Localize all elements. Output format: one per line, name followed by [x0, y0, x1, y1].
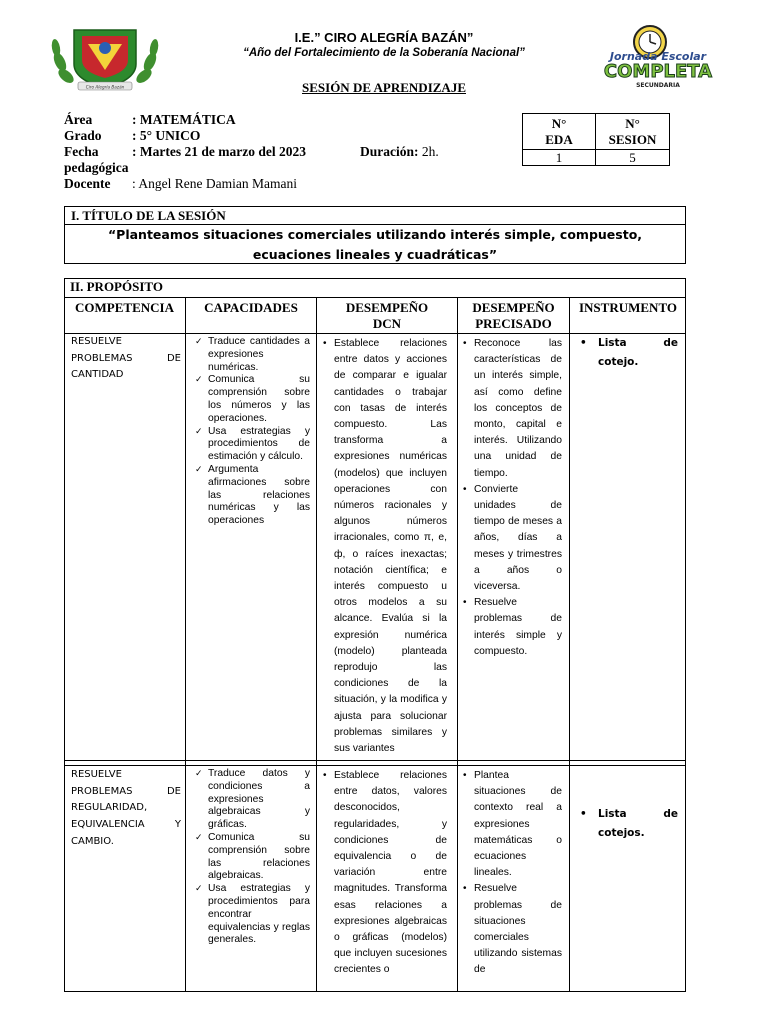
- year-motto: “Año del Fortalecimiento de la Soberanía Nacional”: [243, 47, 525, 59]
- precisado-item: • Resuelve problemas de situaciones comerciales utilizando sistemas de: [462, 881, 562, 978]
- session-title-box: [64, 206, 686, 264]
- eda-header: N° EDA: [523, 114, 596, 150]
- col-divider: [457, 298, 458, 992]
- instrumento-cell: • Lista de cotejos.: [578, 805, 678, 843]
- competencia-cell: RESUELVE PROBLEMAS DE REGULARIDAD, EQUIVALENCIA Y CAMBIO.: [71, 769, 181, 847]
- eda-value: 1: [523, 150, 596, 166]
- logo-completa-text: COMPLETA: [603, 61, 713, 82]
- col-header-instrumento: INSTRUMENTO: [578, 300, 677, 315]
- session-title-text: “Planteamos situaciones comerciales utilizando interés simple, compuesto, ecuaciones lineales y cuadráticas”: [107, 227, 643, 262]
- info-duracion-cont: pedagógica: [64, 160, 129, 175]
- capacidades-cell: [195, 768, 310, 947]
- section-1-heading: I. TÍTULO DE LA SESIÓN: [65, 207, 685, 225]
- info-grado: Grado : 5° UNICO: [64, 128, 201, 143]
- desempeno-precisado-cell: [462, 768, 562, 979]
- logo-caption: Ciro Alegría Bazán: [85, 84, 125, 90]
- capacidad-item: ✓ Comunica su comprensión sobre los números y las operaciones.: [195, 374, 310, 425]
- capacidad-item: ✓ Comunica su comprensión sobre las relaciones algebraicas.: [195, 832, 310, 883]
- col-divider: [569, 298, 570, 992]
- competencia-cell: RESUELVE PROBLEMAS DE CANTIDAD: [71, 336, 181, 381]
- capacidad-item: ✓ Argumenta afirmaciones sobre las relaciones numéricas y las operaciones: [195, 464, 310, 528]
- capacidades-cell: [195, 336, 310, 528]
- school-name: I.E.” CIRO ALEGRÍA BAZÁN”: [294, 30, 474, 45]
- capacidad-item: ✓ Traduce datos y condiciones a expresiones algebraicas y gráficas.: [195, 768, 310, 832]
- capacidad-item: ✓ Usa estrategias y procedimientos para encontrar equivalencias y reglas generales.: [195, 883, 310, 947]
- instrumento-cell: • Lista de cotejo.: [578, 334, 678, 372]
- col-header-desempeno-precisado: DESEMPEÑO PRECISADO: [472, 300, 555, 331]
- section-2-heading: II. PROPÓSITO: [64, 278, 686, 298]
- row-divider: [64, 760, 686, 761]
- row-divider: [64, 765, 686, 766]
- info-area: Área : MATEMÁTICA: [64, 112, 236, 127]
- logo-secundaria-text: SECUNDARIA: [636, 82, 680, 89]
- info-duracion: Duración: 2h.: [360, 144, 439, 159]
- desempeno-item: • Establece relaciones entre datos, valores desconocidos, regularidades, y condiciones de equivalencia o de variación entre magnitudes. Transforma esas relaciones a expresiones algebraicas o gráficas (modelos) que incluyen sucesiones crecientes o: [322, 768, 447, 979]
- info-docente: Docente : Angel Rene Damian Mamani: [64, 176, 297, 191]
- session-title: SESIÓN DE APRENDIZAJE: [302, 80, 466, 95]
- col-header-desempeno-dcn: DESEMPEÑO DCN: [345, 300, 429, 331]
- precisado-item: • Reconoce las características de un interés simple, así como define los conceptos de monto, capital e interés. Utilizando una unidad de tiempo.: [462, 336, 562, 482]
- precisado-item: • Plantea situaciones de contexto real a expresiones matemáticas o ecuaciones lineales.: [462, 768, 562, 881]
- desempeno-dcn-cell: [322, 336, 447, 757]
- eda-session-table: [522, 113, 670, 166]
- precisado-item: • Resuelve problemas de interés simple y compuesto.: [462, 595, 562, 660]
- col-divider: [316, 298, 317, 992]
- capacidad-item: ✓ Usa estrategias y procedimientos de estimación y cálculo.: [195, 426, 310, 464]
- session-header: N° SESION: [596, 114, 670, 150]
- capacidad-item: ✓ Traduce cantidades a expresiones numéricas.: [195, 336, 310, 374]
- info-fecha: Fecha : Martes 21 de marzo del 2023: [64, 144, 306, 159]
- desempeno-precisado-cell: [462, 336, 562, 660]
- precisado-item: • Convierte unidades de tiempo de meses a años, días a meses y trimestres a años o viceversa.: [462, 482, 562, 595]
- desempeno-item: • Establece relaciones entre datos y acciones de comparar e igualar cantidades o trabajar con tasas de interés compuesto. Las transforma a expresiones numéricas (modelos) que incluyen operaciones con números racionales y algunos números irracionales, como π, e, ф, o raíces inexactas; notación científica; e interés compuesto u otros modelos a su alcance. Evalúa si la expresión numérica (modelo) planteada reprodujo las condiciones de la situación, y la modifica y ajusta para solucionar problemas similares y sus variantes: [322, 336, 447, 757]
- col-header-capacidades: CAPACIDADES: [204, 300, 298, 315]
- logo-jornada-text: Jornada Escolar: [609, 50, 707, 63]
- col-header-competencia: COMPETENCIA: [75, 300, 174, 315]
- session-value: 5: [596, 150, 670, 166]
- desempeno-dcn-cell: [322, 768, 447, 990]
- col-divider: [185, 298, 186, 992]
